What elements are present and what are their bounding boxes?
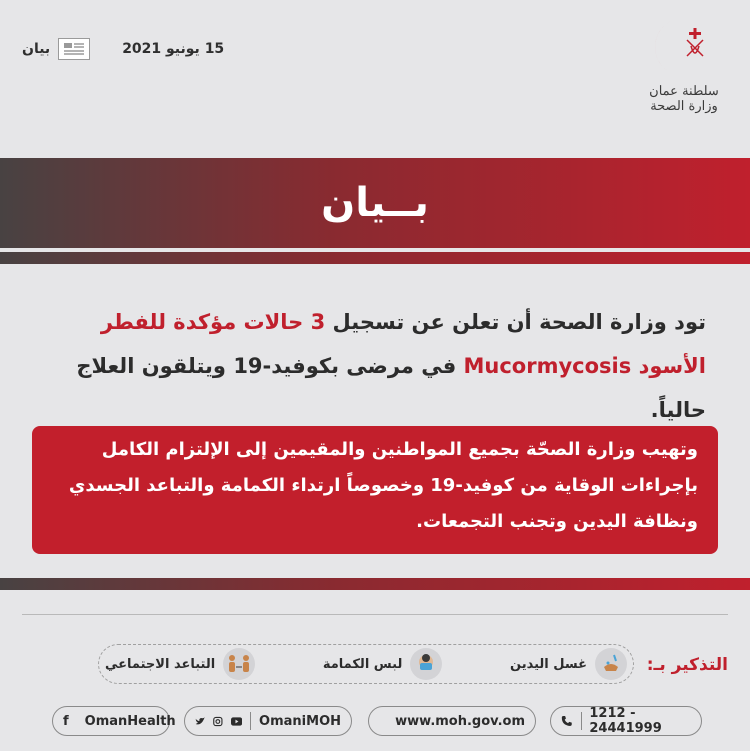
reminder-distancing-label: التباعد الاجتماعي	[105, 656, 216, 672]
reminder-handwash	[510, 648, 627, 680]
facebook-link[interactable]	[52, 706, 176, 736]
announcement-part1: تود وزارة الصحة أن تعلن عن تسجيل	[325, 310, 706, 334]
moh-logo	[640, 14, 728, 124]
reminder-distancing	[105, 648, 255, 680]
announcement-highlight-cases: 3 حالات مؤكدة للفطر الأسود	[100, 310, 706, 378]
phone-icon	[561, 714, 573, 728]
announcement-text	[36, 300, 706, 432]
announcement-part3: في مرضى بكوفيد-19 ويتلقون العلاج حالياً.	[76, 354, 706, 422]
divider	[22, 614, 728, 615]
mask-icon	[410, 648, 442, 680]
website-link[interactable]	[368, 706, 536, 736]
date: 15 يونيو 2021	[122, 41, 225, 57]
separator	[250, 712, 251, 730]
document-icon	[58, 38, 90, 60]
instagram-icon	[213, 715, 223, 728]
title-band	[0, 158, 750, 248]
bottom-thin-band	[0, 578, 750, 590]
phone-link[interactable]	[550, 706, 702, 736]
announcement-highlight-disease: Mucormycosis	[463, 354, 632, 378]
advisory-text: وتهيب وزارة الصحّة بجميع المواطنين والمقيمين إلى الإلتزام الكامل بإجراءات الوقاية من كوفيد-19 وخصوصاً ارتداء الكمامة والتباعد الجسدي ونظافة اليدين وتجنب التجمعات.	[68, 439, 698, 532]
separator	[581, 712, 582, 730]
reminder-mask	[323, 648, 443, 680]
reminder-mask-label: لبس الكمامة	[322, 656, 403, 672]
page-title: بــيان	[321, 180, 429, 226]
phone-number: 1212 - 24441999	[589, 706, 662, 736]
announcement-space	[631, 354, 638, 378]
facebook-icon: f	[63, 713, 69, 729]
youtube-icon	[231, 716, 242, 727]
logo-text: سلطنة عمان وزارة الصحة	[649, 84, 719, 114]
reminder-handwash-label: غسل اليدين	[510, 656, 587, 672]
reminder-title: التذكير بـ:	[646, 655, 728, 675]
twitter-icon	[195, 715, 205, 727]
top-thin-band	[0, 252, 750, 264]
website-url: www.moh.gov.om	[395, 713, 525, 729]
facebook-handle: OmanHealth	[84, 713, 176, 729]
distancing-icon	[223, 648, 255, 680]
moh-emblem-icon	[651, 14, 717, 80]
reminder-frame	[98, 644, 634, 684]
advisory-box	[32, 426, 718, 554]
social-links[interactable]	[184, 706, 352, 736]
social-handle: OmaniMOH	[259, 713, 341, 729]
header-meta	[22, 38, 224, 60]
header-label: بيان	[22, 41, 51, 57]
handwash-icon	[595, 648, 627, 680]
